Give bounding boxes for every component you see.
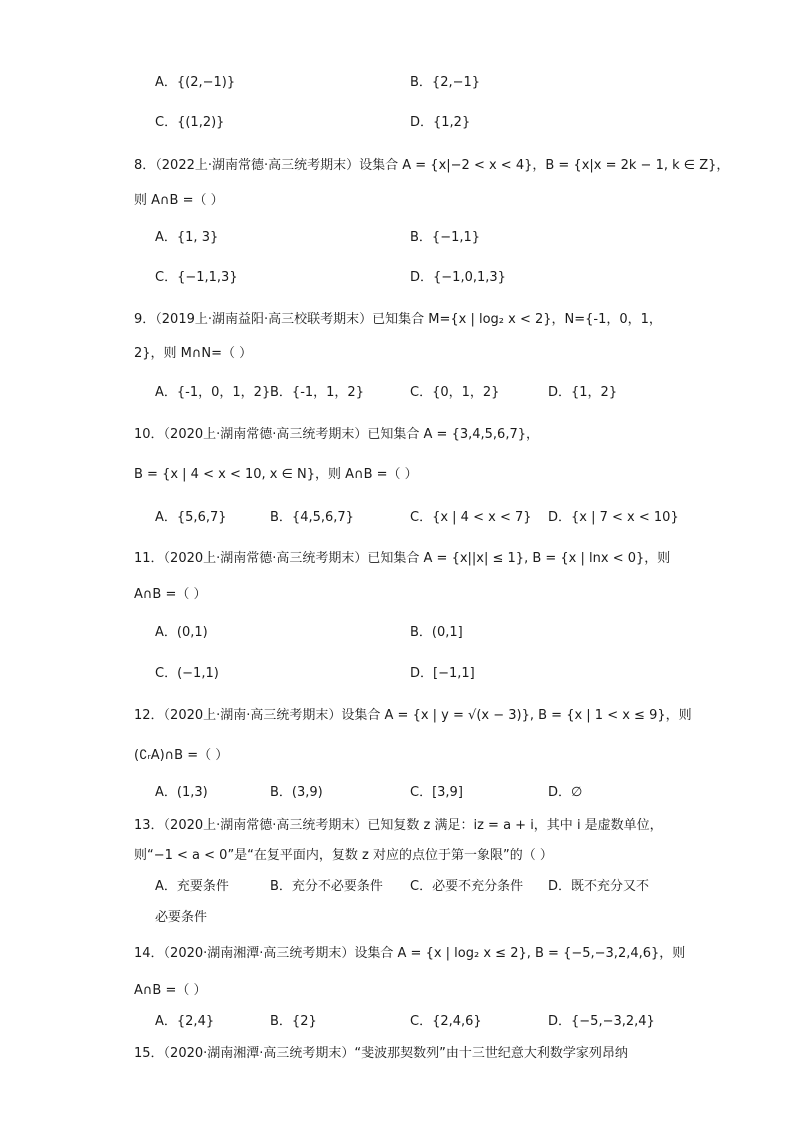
q13-option-c: C．必要不充分条件 <box>410 879 524 894</box>
q11-option-b: B．(0,1] <box>410 625 463 640</box>
q10-option-b: B．{4,5,6,7} <box>270 510 354 525</box>
q8-option-a: A．{1, 3} <box>155 230 219 245</box>
q14-stem-line2: A∩B =（ ） <box>134 983 207 998</box>
q9-option-a: A．{-1，0，1，2} <box>155 385 271 400</box>
q8-option-c: C．{−1,1,3} <box>155 270 238 285</box>
q11-option-a: A．(0,1) <box>155 625 208 640</box>
q7-option-c: C．{(1,2)} <box>155 115 225 130</box>
q10-stem-line2: B = {x | 4 < x < 10, x ∈ N}，则 A∩B =（ ） <box>134 467 418 482</box>
q9-option-d: D．{1，2} <box>548 385 618 400</box>
q12-option-b: B．(3,9) <box>270 785 323 800</box>
q13-stem-line2: 则“−1 < a < 0”是“在复平面内，复数 z 对应的点位于第一象限”的（ ） <box>134 848 553 863</box>
q13-option-a: A．充要条件 <box>155 879 229 894</box>
q8-option-b: B．{−1,1} <box>410 230 481 245</box>
q8-option-d: D．{−1,0,1,3} <box>410 270 506 285</box>
q9-stem-line1: 9．（2019上·湖南益阳·高三校联考期末）已知集合 M={x | log₂ x < 2}，N={-1，0，1， <box>134 312 662 327</box>
q11-stem-line1: 11．（2020上·湖南常德·高三统考期末）已知集合 A = {x||x| ≤ 1}, B = {x | lnx < 0}，则 <box>134 551 671 566</box>
q9-option-c: C．{0，1，2} <box>410 385 500 400</box>
q9-stem-line2: 2}，则 M∩N=（ ） <box>134 346 253 361</box>
q9-option-b: B．{-1，1，2} <box>270 385 364 400</box>
q13-stem-line1: 13．（2020上·湖南常德·高三统考期末）已知复数 z 满足：iz = a + i，其中 i 是虚数单位， <box>134 818 663 833</box>
q12-option-a: A．(1,3) <box>155 785 208 800</box>
q7-option-b: B．{2,−1} <box>410 75 481 90</box>
q10-stem-line1: 10．（2020上·湖南常德·高三统考期末）已知集合 A = {3,4,5,6,7}， <box>134 427 539 442</box>
q13-option-b: B．充分不必要条件 <box>270 879 383 894</box>
q12-stem-line2: (∁ᵣA)∩B =（ ） <box>134 748 229 763</box>
q10-option-c: C．{x | 4 < x < 7} <box>410 510 532 525</box>
q8-stem-line1: 8．（2022上·湖南常德·高三统考期末）设集合 A = {x|−2 < x < 4}，B = {x|x = 2k − 1, k ∈ Z}， <box>134 158 730 173</box>
q14-option-d: D．{−5,−3,2,4} <box>548 1014 655 1029</box>
q13-option-d: D．既不充分又不 <box>548 879 650 894</box>
q12-stem-line1: 12．（2020上·湖南·高三统考期末）设集合 A = {x | y = √(x − 3)}, B = {x | 1 < x ≤ 9}，则 <box>134 708 692 723</box>
q11-stem-line2: A∩B =（ ） <box>134 587 207 602</box>
q12-option-c: C．[3,9] <box>410 785 463 800</box>
q10-option-d: D．{x | 7 < x < 10} <box>548 510 679 525</box>
q7-option-a: A．{(2,−1)} <box>155 75 236 90</box>
q7-option-d: D．{1,2} <box>410 115 471 130</box>
q11-option-d: D．[−1,1] <box>410 666 475 681</box>
q14-option-b: B．{2} <box>270 1014 317 1029</box>
q10-option-a: A．{5,6,7} <box>155 510 227 525</box>
q13-option-d-continued: 必要条件 <box>155 910 208 925</box>
q11-option-c: C．(−1,1) <box>155 666 219 681</box>
q14-option-c: C．{2,4,6} <box>410 1014 482 1029</box>
q15-stem-line1: 15．（2020·湖南湘潭·高三统考期末）“斐波那契数列”由十三世纪意大利数学家列昂纳 <box>134 1046 628 1061</box>
q12-option-d: D．∅ <box>548 785 583 800</box>
q8-stem-line2: 则 A∩B =（ ） <box>134 193 224 208</box>
q14-option-a: A．{2,4} <box>155 1014 215 1029</box>
q14-stem-line1: 14．（2020·湖南湘潭·高三统考期末）设集合 A = {x | log₂ x ≤ 2}, B = {−5,−3,2,4,6}，则 <box>134 946 686 961</box>
